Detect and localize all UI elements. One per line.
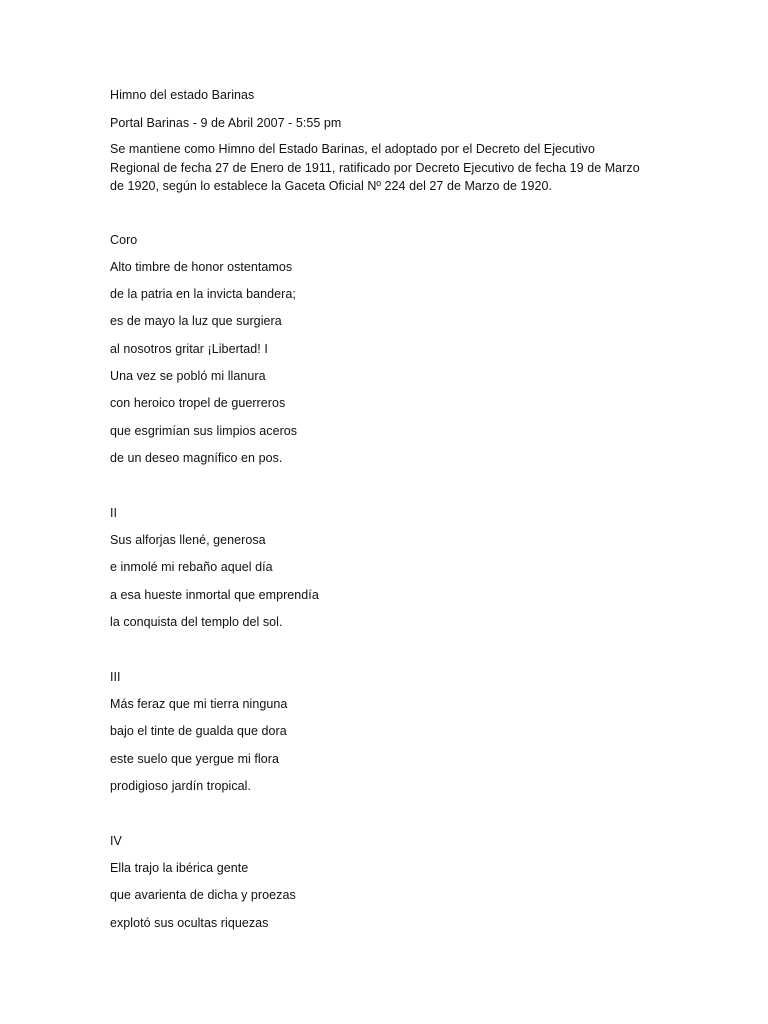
- stanza-heading: II: [110, 506, 118, 520]
- stanza-heading: IV: [110, 834, 122, 848]
- verse-line: que esgrimían sus limpios aceros: [110, 424, 298, 438]
- verse-line: e inmolé mi rebaño aquel día: [110, 560, 273, 574]
- verse-line: Una vez se pobló mi llanura: [110, 369, 266, 383]
- verse-line: Ella trajo la ibérica gente: [110, 861, 249, 875]
- verse-line: que avarienta de dicha y proezas: [110, 888, 296, 902]
- verse-line: de un deseo magnífico en pos.: [110, 451, 283, 465]
- document-page: [110, 0, 710, 1024]
- verse-line: este suelo que yergue mi flora: [110, 752, 279, 766]
- verse-line: al nosotros gritar ¡Libertad! I: [110, 342, 268, 356]
- intro-line: Se mantiene como Himno del Estado Barinas, el adoptado por el Decreto del Ejecutivo: [110, 142, 595, 156]
- intro-line: Regional de fecha 27 de Enero de 1911, ratificado por Decreto Ejecutivo de fecha 19 de Marzo: [110, 160, 640, 175]
- verse-line: la conquista del templo del sol.: [110, 615, 283, 629]
- verse-line: Sus alforjas llené, generosa: [110, 533, 266, 547]
- intro-line: de 1920, según lo establece la Gaceta Oficial Nº 224 del 27 de Marzo de 1920.: [110, 179, 553, 194]
- verse-line: es de mayo la luz que surgiera: [110, 314, 282, 328]
- document-byline: Portal Barinas - 9 de Abril 2007 - 5:55 pm: [110, 116, 342, 130]
- verse-line: explotó sus ocultas riquezas: [110, 916, 269, 930]
- document-title: Himno del estado Barinas: [110, 88, 255, 102]
- stanza-heading: Coro: [110, 233, 138, 247]
- verse-line: de la patria en la invicta bandera;: [110, 287, 296, 301]
- verse-line: a esa hueste inmortal que emprendía: [110, 588, 319, 602]
- stanza-heading: III: [110, 670, 121, 684]
- verse-line: Más feraz que mi tierra ninguna: [110, 697, 288, 711]
- verse-line: con heroico tropel de guerreros: [110, 396, 286, 410]
- verse-line: prodigioso jardín tropical.: [110, 779, 252, 793]
- verse-line: bajo el tinte de gualda que dora: [110, 724, 287, 738]
- verse-line: Alto timbre de honor ostentamos: [110, 260, 293, 274]
